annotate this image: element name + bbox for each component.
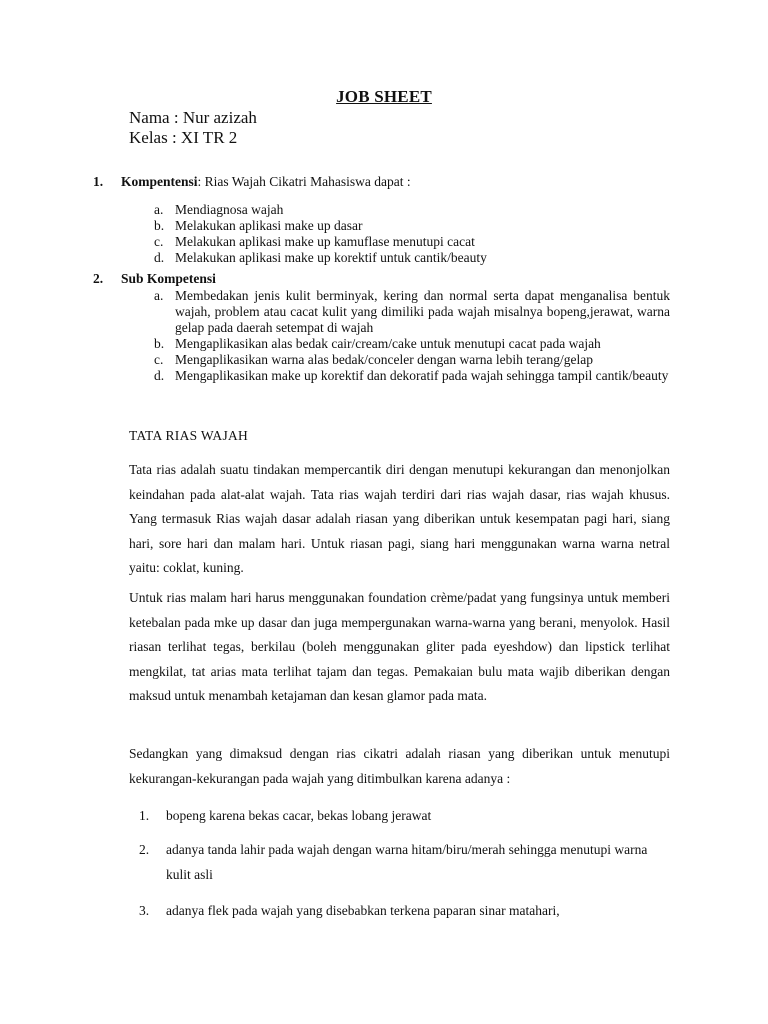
list-item-text: Mengaplikasikan make up korektif dan dekoratif pada wajah sehingga tampil cantik/beauty bbox=[175, 368, 669, 383]
list-item bbox=[154, 368, 670, 384]
section-2-heading bbox=[121, 271, 216, 287]
section-1-label: Kompentensi bbox=[121, 174, 198, 189]
list-item bbox=[154, 202, 670, 218]
list-marker: a. bbox=[154, 202, 164, 217]
section-2-number: 2. bbox=[93, 271, 104, 286]
list-item bbox=[139, 899, 670, 924]
list-item-text: Melakukan aplikasi make up dasar bbox=[175, 218, 363, 233]
list-item bbox=[154, 352, 670, 368]
section-1-number: 1. bbox=[93, 174, 104, 189]
list-item-text: adanya tanda lahir pada wajah dengan warna hitam/biru/merah sehingga menutupi warna kulit asli bbox=[166, 842, 648, 882]
list-item bbox=[154, 218, 670, 234]
numbered-list bbox=[139, 804, 670, 829]
section-1-text: : Rias Wajah Cikatri Mahasiswa dapat : bbox=[197, 174, 411, 189]
list-marker: 3. bbox=[139, 903, 150, 918]
student-class: Kelas : XI TR 2 bbox=[129, 128, 238, 147]
list-marker: 1. bbox=[139, 808, 150, 823]
list-item bbox=[139, 838, 670, 887]
section-2-list bbox=[154, 288, 670, 384]
list-item bbox=[139, 804, 670, 829]
list-item-text: Mendiagnosa wajah bbox=[175, 202, 284, 217]
numbered-list bbox=[139, 838, 670, 887]
list-item bbox=[154, 250, 670, 266]
list-item bbox=[154, 234, 670, 250]
document-title: JOB SHEET bbox=[336, 87, 432, 106]
list-item-text: bopeng karena bekas cacar, bekas lobang jerawat bbox=[166, 808, 432, 823]
list-marker: c. bbox=[154, 234, 164, 249]
paragraph: Tata rias adalah suatu tindakan mempercantik diri dengan menutupi kekurangan dan menonjolkan keindahan pada alat-alat wajah. Tata rias wajah terdiri dari rias wajah dasar, rias wajah khusus. Yang termasuk Rias wajah dasar adalah riasan yang diberikan untuk kesempatan pagi hari, siang hari, sore hari dan malam hari. Untuk riasan pagi, siang hari menggunakan warna warna netral yaitu: coklat, kuning. bbox=[129, 462, 670, 576]
list-item bbox=[154, 336, 670, 352]
section-1-list bbox=[154, 202, 670, 266]
section-2-label: Sub Kompetensi bbox=[121, 271, 216, 286]
list-item-text: Membedakan jenis kulit berminyak, kering dan normal serta dapat menganalisa bentuk wajah, problem atau cacat kulit yang dimiliki pada wajah misalnya bopeng,jerawat, warna gelap pada daerah setempat di wajah bbox=[175, 288, 670, 335]
paragraph: Sedangkan yang dimaksud dengan rias cikatri adalah riasan yang diberikan untuk menutupi kekurangan-kekurangan pada wajah yang ditimbulkan karena adanya : bbox=[129, 746, 670, 786]
list-marker: d. bbox=[154, 250, 165, 265]
numbered-list bbox=[139, 899, 670, 924]
list-item-text: Melakukan aplikasi make up kamuflase menutupi cacat bbox=[175, 234, 475, 249]
list-marker: a. bbox=[154, 288, 164, 303]
list-item bbox=[154, 288, 670, 336]
list-marker: 2. bbox=[139, 842, 150, 857]
list-item-text: Mengaplikasikan warna alas bedak/conceler dengan warna lebih terang/gelap bbox=[175, 352, 593, 367]
list-item-text: Melakukan aplikasi make up korektif untuk cantik/beauty bbox=[175, 250, 487, 265]
list-item-text: Mengaplikasikan alas bedak cair/cream/cake untuk menutupi cacat pada wajah bbox=[175, 336, 601, 351]
list-marker: b. bbox=[154, 336, 165, 351]
paragraph: Untuk rias malam hari harus menggunakan foundation crème/padat yang fungsinya untuk memberi ketebalan pada mke up dasar dan juga mempergunakan warna-warna yang berani, menyolok. Hasil riasan terlihat tegas, berkilau (boleh menggunakan gliter pada eyeshdow) dan lipstick terlihat mengkilat, tat arias mata terlihat tajam dan tegas. Pemakaian bulu mata wajib diberikan dengan maksud untuk menambah ketajaman dan kesan glamor pada mata. bbox=[129, 590, 670, 704]
section-1-heading bbox=[121, 174, 411, 190]
body-heading: TATA RIAS WAJAH bbox=[129, 428, 249, 443]
student-name: Nama : Nur azizah bbox=[129, 108, 257, 127]
list-item-text: adanya flek pada wajah yang disebabkan terkena paparan sinar matahari, bbox=[166, 903, 560, 918]
list-marker: b. bbox=[154, 218, 165, 233]
list-marker: d. bbox=[154, 368, 165, 383]
list-marker: c. bbox=[154, 352, 164, 367]
